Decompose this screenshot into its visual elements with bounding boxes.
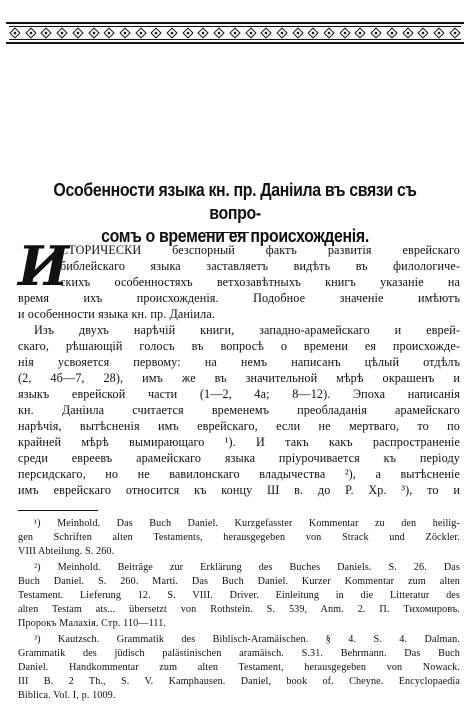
- ornament-diamond: [166, 27, 177, 38]
- footnote-line: ³) Kautzsch. Grammatik des Biblisch-Aramäischen. § 4. S. 4. Dalman.: [34, 634, 460, 645]
- footnote-line: Biblica. Vol. I, p. 1009.: [18, 690, 116, 701]
- title-rule: [205, 232, 249, 233]
- footnote-line: ²) Meinhold. Beiträge zur Erklärung des Buches Daniels. S. 26. Das: [34, 562, 460, 573]
- ornament-diamond: [449, 27, 460, 38]
- ornament-diamond: [25, 27, 36, 38]
- ornament-diamond: [292, 27, 303, 38]
- title-line-1: Особенности языка кн. пр. Даніила въ связи съ вопро-: [53, 179, 417, 223]
- body-line: персидскаго, но не вавилонскаго владычества ²), а вытѣсненіе: [18, 467, 460, 481]
- body-line: нарѣчія, вытѣсненія имъ еврейскаго, если не мертваго, то по: [18, 419, 460, 433]
- body-line: среди евреевъ арамейскаго языка пріурочивается къ періоду: [18, 451, 460, 465]
- body-line: время ихъ происхожденія. Подобное значеніе имѣютъ: [18, 291, 460, 305]
- header-ornament: [6, 22, 464, 44]
- footnote-line: Buch Daniel. S. 260. Marti. Das Buch Daniel. Kurzer Kommentar zum alten: [18, 576, 460, 587]
- ornament-diamond: [245, 27, 256, 38]
- ornament-diamond: [72, 27, 83, 38]
- footnote-line: Grammatik des jüdisch palästinischen aramäisch. S.31. Behrmann. Das Buch: [18, 648, 460, 659]
- body-line: и особенности языка кн. пр. Даніила.: [18, 307, 216, 321]
- body-line: кн. Даніила считается временемъ преобладанія арамейскаго: [18, 403, 460, 417]
- body-line: имъ еврейскаго относится къ концу Ш в. до Р. Хр. ³), то и: [18, 483, 460, 497]
- drop-cap: И: [18, 234, 70, 298]
- ornament-diamond: [339, 27, 350, 38]
- ornament-diamond: [119, 27, 130, 38]
- ornament-diamond: [355, 27, 366, 38]
- ornament-diamond: [418, 27, 429, 38]
- chapter-title: [45, 178, 425, 247]
- ornament-diamond: [182, 27, 193, 38]
- ornament-diamond: [433, 27, 444, 38]
- ornament-diamond: [213, 27, 224, 38]
- body-line: нія усвояется первому: на немъ написанъ цѣлый отдѣлъ: [18, 355, 460, 369]
- ornament-diamond: [56, 27, 67, 38]
- footnote-line: gen Schriften alten Testaments, herausgegeben von Strack und Zöckler.: [18, 532, 460, 543]
- ornament-diamond: [261, 27, 272, 38]
- body-line: (2, 4б—7, 28), имъ же въ значительной мѣрѣ окрашенъ и: [18, 371, 460, 385]
- ornament-diamond: [198, 27, 209, 38]
- ornament-diamond: [9, 27, 20, 38]
- footnote-rule: [18, 510, 98, 511]
- ornament-diamond: [402, 27, 413, 38]
- body-line: крайней мѣрѣ вымирающаго ¹). И такъ какъ распространеніе: [18, 435, 460, 449]
- footnote-line: Daniel. Handkommentar zum alten Testament, herausgegeben von Nowack.: [18, 662, 460, 673]
- ornament-diamond: [323, 27, 334, 38]
- body-line: библейскаго языка заставляетъ видѣть въ филологиче-: [60, 259, 460, 273]
- ornament-diamond: [371, 27, 382, 38]
- body-line: СТОРИЧЕСКИ безспорный фактъ развитія еврейскаго: [60, 243, 460, 257]
- body-line: скаго, рѣшающій голосъ въ вопросѣ о времени ея происхожде-: [18, 339, 460, 353]
- ornament-diamond: [135, 27, 146, 38]
- footnote-line: alten Testam ats... übersetzt von Rothstein. S. 539, Anm. 2. П. Тихомировъ.: [18, 604, 460, 615]
- ornament-diamond: [308, 27, 319, 38]
- body-line: языкъ еврейской части (1—2, 4а; 8—12). Эпоха написанія: [18, 387, 460, 401]
- ornament-diamond: [88, 27, 99, 38]
- footnote-line: VIII Abteilung. S. 260.: [18, 546, 115, 557]
- ornament-diamond: [276, 27, 287, 38]
- ornament-diamond: [41, 27, 52, 38]
- ornament-diamond: [151, 27, 162, 38]
- footnote-line: Testament. Lieferung 12. S. VIII. Driver. Einleitung in die Litteratur des: [18, 590, 460, 601]
- footnote-line: III B. 2 Th., S. V. Kamphausen. Daniel, book of. Cheyne. Encyclopaedia: [18, 676, 460, 687]
- title-line-2: сомъ о времени ея происхожденія.: [101, 225, 369, 246]
- ornament-diamond: [386, 27, 397, 38]
- footnote-line: Пророкъ Малахія. Стр. 110—111.: [18, 618, 167, 629]
- body-line: Изъ двухъ нарѣчій книги, западно-арамейскаго и еврей-: [34, 323, 460, 337]
- ornament-diamond: [104, 27, 115, 38]
- footnote-line: ¹) Meinhold. Das Buch Daniel. Kurzgefasster Kommentar zu den heilig-: [34, 518, 460, 529]
- ornament-diamond: [229, 27, 240, 38]
- body-line: скихъ особенностяхъ ветхозавѣтныхъ книгъ указаніе на: [60, 275, 460, 289]
